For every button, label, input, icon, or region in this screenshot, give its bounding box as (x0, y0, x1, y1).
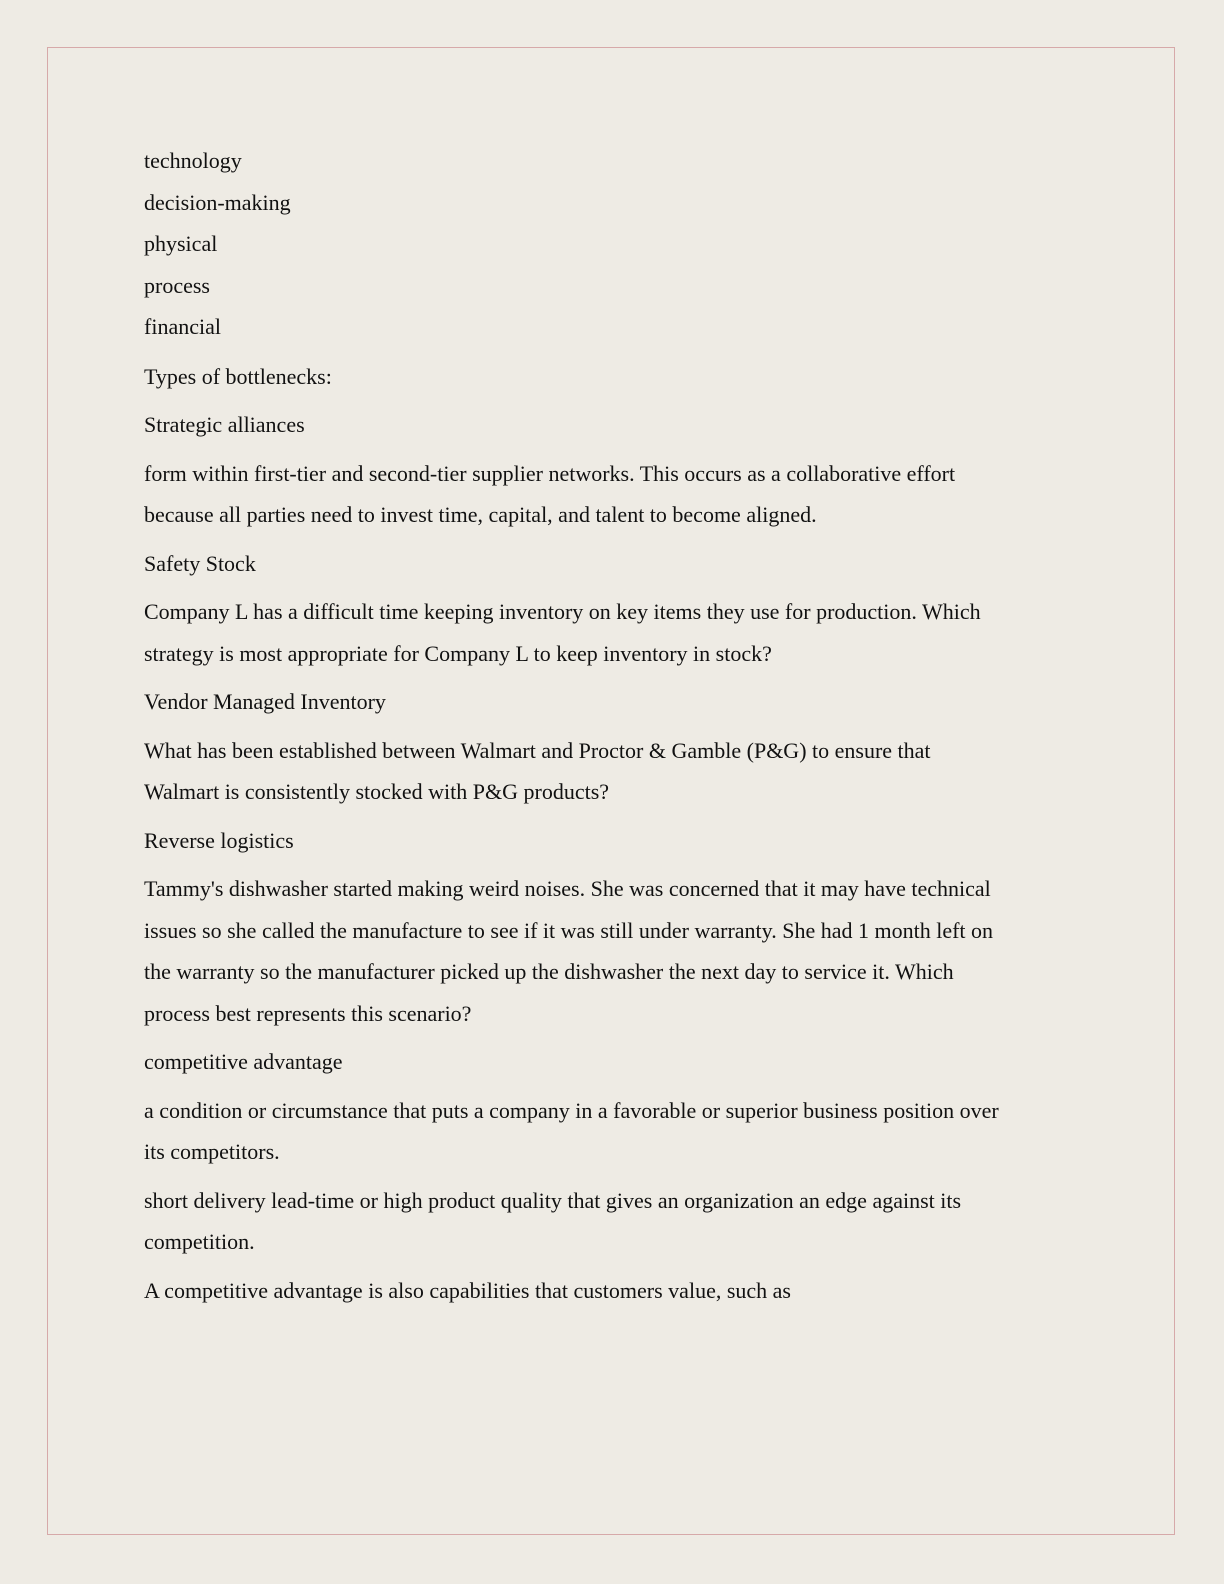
paragraph-ca-examples (144, 1180, 1084, 1263)
list-item: financial (144, 314, 221, 339)
list-item: process (144, 272, 210, 298)
paragraph-line: its competitors. (144, 1139, 280, 1164)
paragraph-line: Types of bottlenecks: (144, 363, 332, 389)
paragraph-company-l-question (144, 591, 1084, 674)
paragraph-line: Tammy's dishwasher started making weird noises. She was concerned that it may have technical (144, 876, 991, 901)
paragraph-line: Company L has a difficult time keeping inventory on key items they use for production. Which (144, 599, 981, 624)
paragraph-line: Walmart is consistently stocked with P&G products? (144, 779, 610, 804)
paragraph-strategic-alliances (144, 404, 1084, 446)
paragraph-line: Strategic alliances (144, 412, 305, 437)
paragraph-competitive-advantage (144, 1041, 1084, 1083)
paragraph-walmart-question (144, 730, 1084, 813)
term-list (144, 140, 1084, 348)
paragraph-ca-definition (144, 1090, 1084, 1173)
list-item: technology (144, 148, 242, 173)
paragraph-safety-stock (144, 543, 1084, 585)
paragraph-line: because all parties need to invest time, capital, and talent to become aligned. (144, 502, 817, 527)
paragraph-alliances-definition (144, 453, 1084, 536)
paragraph-line: competitive advantage (144, 1049, 343, 1074)
paragraph-line: short delivery lead-time or high product quality that gives an organization an edge against its (144, 1187, 962, 1213)
paragraph-line: the warranty so the manufacturer picked up the dishwasher the next day to service it. Which (144, 959, 954, 984)
paragraph-vmi (144, 681, 1084, 723)
paragraph-line: A competitive advantage is also capabilities that customers value, such as (144, 1277, 791, 1303)
paragraph-line: strategy is most appropriate for Company L to keep inventory in stock? (144, 640, 772, 666)
paragraph-tammy-question (144, 868, 1084, 1034)
list-item: decision-making (144, 189, 291, 215)
paragraph-line: Reverse logistics (144, 827, 294, 853)
paragraph-ca-capabilities (144, 1270, 1084, 1312)
paragraph-line: a condition or circumstance that puts a company in a favorable or superior business position over (144, 1097, 999, 1123)
paragraph-bottleneck-types (144, 356, 1084, 398)
paragraph-line: process best represents this scenario? (144, 1000, 472, 1026)
paragraph-line: form within first-tier and second-tier supplier networks. This occurs as a collaborative effort (144, 460, 956, 486)
paragraph-line: competition. (144, 1229, 255, 1254)
paragraph-line: issues so she called the manufacture to see if it was still under warranty. She had 1 month left on (144, 917, 994, 943)
list-item: physical (144, 231, 218, 256)
paragraph-reverse-logistics (144, 820, 1084, 862)
document-body (144, 140, 1084, 1318)
paragraph-line: Vendor Managed Inventory (144, 689, 386, 714)
paragraph-line: What has been established between Walmart and Proctor & Gamble (P&G) to ensure that (144, 737, 931, 763)
paragraph-line: Safety Stock (144, 550, 256, 576)
